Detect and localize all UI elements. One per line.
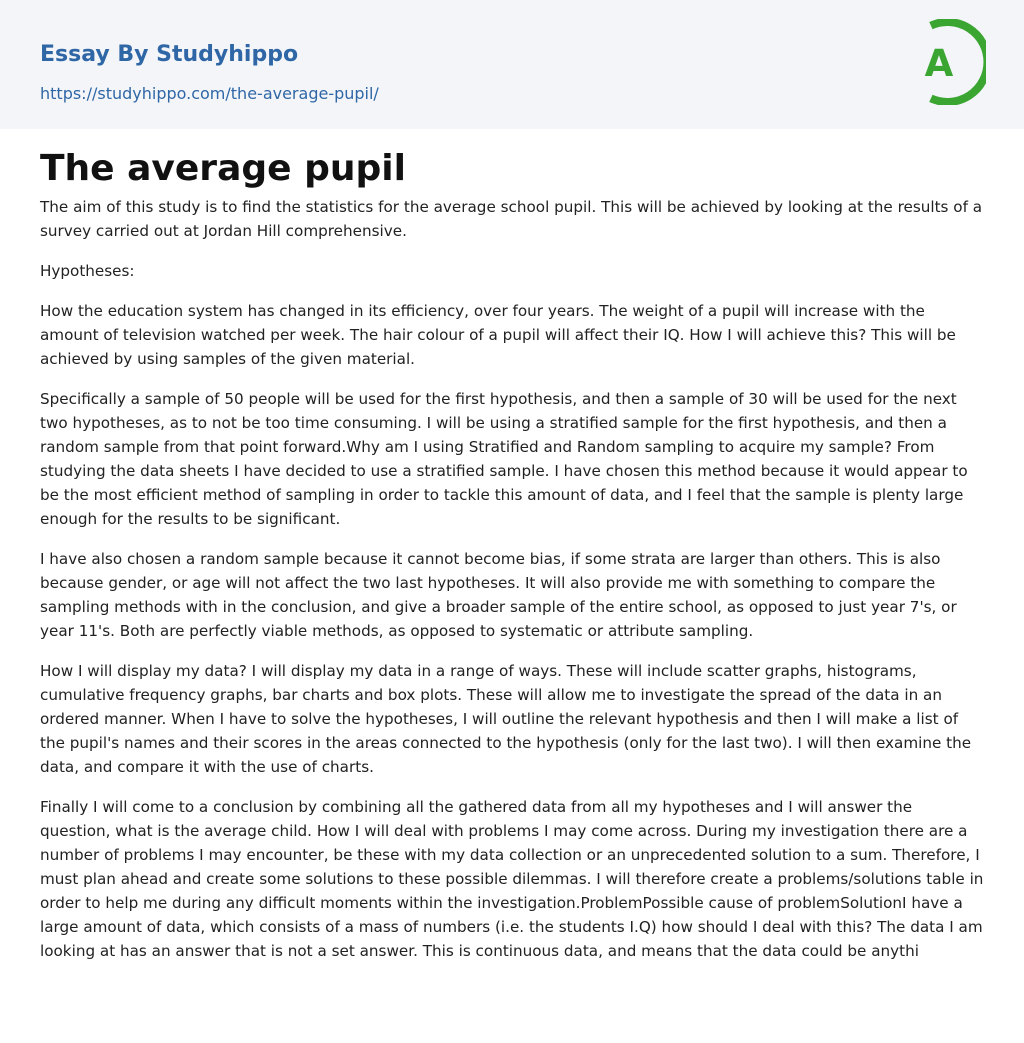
page-header [0, 0, 1024, 129]
logo-letter: A [924, 42, 954, 85]
article-paragraph: Finally I will come to a conclusion by combining all the gathered data from all my hypotheses and I will answer the question, what is the average child. How I will deal with problems I may come across. During my investigation there are a number of problems I may encounter, be these with my data collection or an unprecedented solution to a sum. Therefore, I must plan ahead and create some solutions to these possible dilemmas. I will therefore create a problems/solutions table in order to help me during any difficult moments within the investigation.ProblemPossible cause of problemSolutionI have a large amount of data, which consists of a mass of numbers (i.e. the students I.Q) how should I deal with this? The data I am looking at has an answer that is not a set answer. This is continuous data, and means that the data could be anythi [40, 798, 984, 960]
article-paragraph: Specifically a sample of 50 people will be used for the first hypothesis, and then a sample of 30 will be used for the next two hypotheses, as to not be too time consuming. I will be using a stratified sample for the first hypothesis, and then a random sample from that point forward.Why am I using Stratified and Random sampling to acquire my sample? From studying the data sheets I have decided to use a stratified sample. I have chosen this method because it would appear to be the most efficient method of sampling in order to tackle this amount of data, and I feel that the sample is plenty large enough for the results to be significant. [40, 390, 968, 528]
article-paragraph: Hypotheses: [40, 262, 135, 280]
essay-url-link[interactable]: https://studyhippo.com/the-average-pupil/ [40, 84, 379, 103]
article-paragraph: I have also chosen a random sample because it cannot become bias, if some strata are larger than others. This is also because gender, or age will not affect the two last hypotheses. It will also provide me with something to compare the sampling methods with in the conclusion, and give a broader sample of the entire school, as opposed to just year 7's, or year 11's. Both are perfectly viable methods, as opposed to systematic or attribute sampling. [40, 550, 957, 640]
article [0, 129, 1024, 963]
article-paragraph: How the education system has changed in its efficiency, over four years. The weight of a pupil will increase with the amount of television watched per week. The hair colour of a pupil will affect their IQ. How I will achieve this? This will be achieved by using samples of the given material. [40, 302, 956, 368]
article-paragraph: The aim of this study is to find the statistics for the average school pupil. This will be achieved by looking at the results of a survey carried out at Jordan Hill comprehensive. [40, 198, 983, 240]
site-brand[interactable]: Essay By Studyhippo [40, 42, 299, 67]
studyhippo-logo-icon[interactable] [912, 19, 986, 105]
article-title: The average pupil [40, 148, 406, 189]
article-paragraph: How I will display my data? I will display my data in a range of ways. These will include scatter graphs, histograms, cumulative frequency graphs, bar charts and box plots. These will allow me to investigate the spread of the data in an ordered manner. When I have to solve the hypotheses, I will outline the relevant hypothesis and then I will make a list of the pupil's names and their scores in the areas connected to the hypothesis (only for the last two). I will then examine the data, and compare it with the use of charts. [40, 662, 972, 776]
